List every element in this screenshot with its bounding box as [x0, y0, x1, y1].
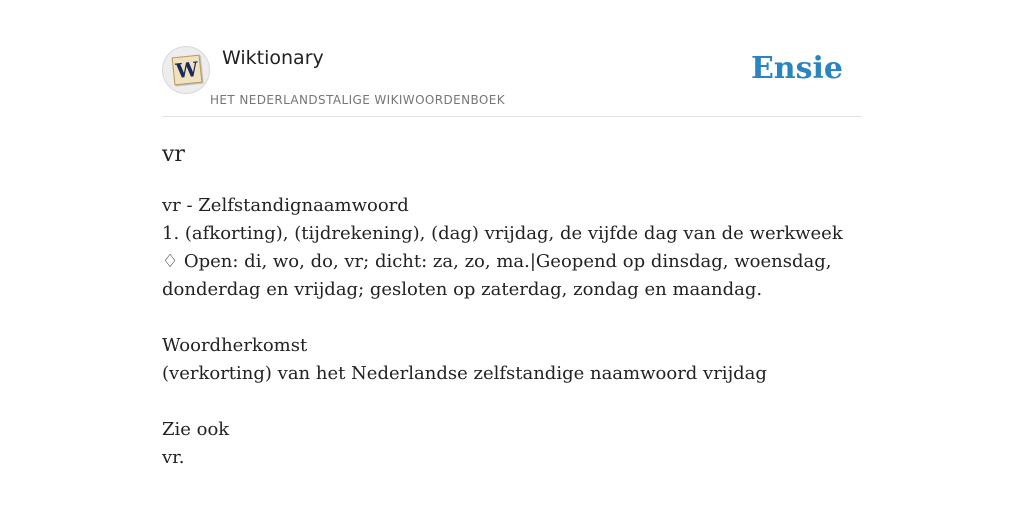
logo-letter: W: [174, 56, 200, 84]
see-also-item[interactable]: vr.: [162, 447, 185, 468]
site-tagline: HET NEDERLANDSTALIGE WIKIWOORDENBOEK: [210, 93, 506, 107]
section-spacer: [162, 304, 852, 332]
definition-line: 1. (afkorting), (tijdrekening), (dag) vrijdag, de vijfde dag van de werkweek: [162, 223, 843, 244]
section-spacer: [162, 388, 852, 416]
etymology-text: (verkorting) van het Nederlandse zelfstandige naamwoord vrijdag: [162, 363, 767, 384]
example-line-1: ♢ Open: di, wo, do, vr; dicht: za, zo, ma.|Geopend op dinsdag, woensdag,: [162, 251, 832, 272]
part-of-speech-line: vr - Zelfstandignaamwoord: [162, 195, 409, 216]
entry-content: [162, 192, 852, 472]
see-also-heading: Zie ook: [162, 419, 230, 440]
ensie-brand-link[interactable]: Ensie: [750, 51, 843, 86]
example-line-2: donderdag en vrijdag; gesloten op zaterdag, zondag en maandag.: [162, 279, 763, 300]
etymology-heading: Woordherkomst: [162, 335, 308, 356]
logo-tile: [172, 55, 203, 86]
wiktionary-logo-icon[interactable]: [162, 46, 210, 94]
site-name-link[interactable]: Wiktionary: [222, 47, 324, 69]
entry-title: vr: [162, 142, 185, 167]
site-header: [162, 44, 862, 117]
